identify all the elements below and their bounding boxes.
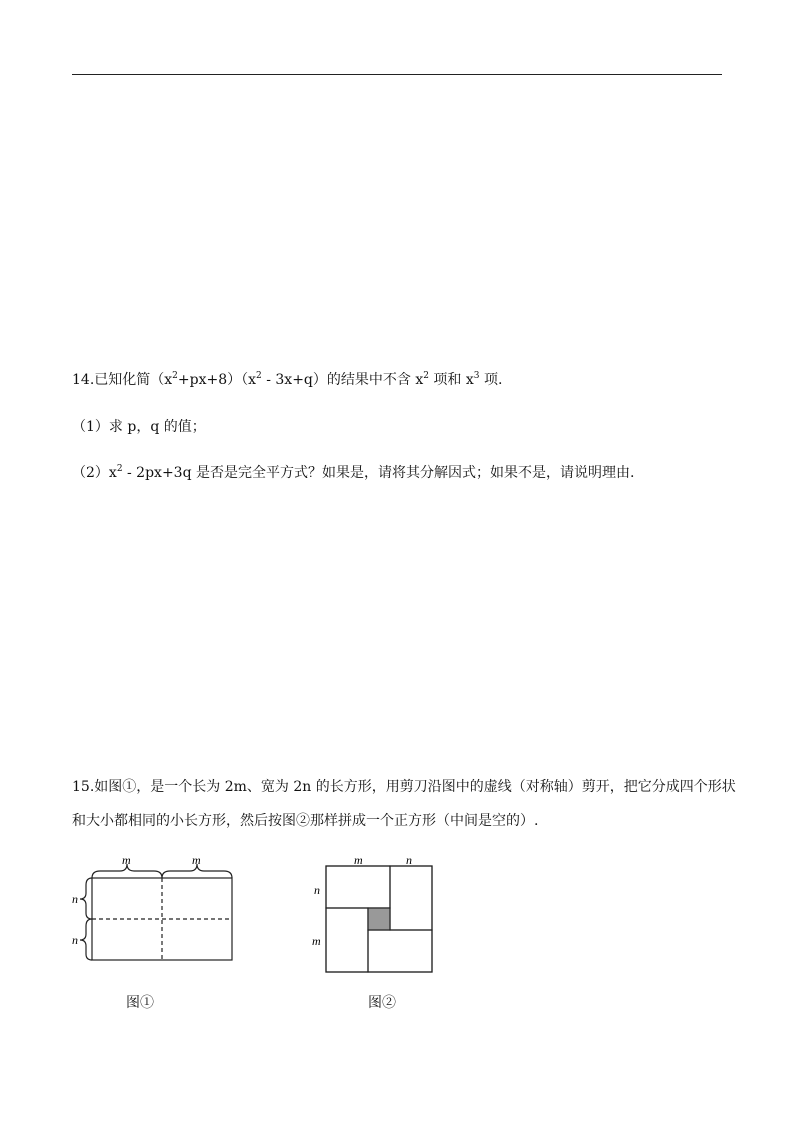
figure-1-caption: 图①: [126, 995, 154, 1011]
label-m-left: m: [312, 934, 321, 948]
small-rectangle-top: [326, 866, 390, 908]
figure-2-square-diagram: [310, 850, 440, 975]
small-rectangle-right: [390, 866, 432, 930]
label-m-top: m: [354, 853, 363, 867]
small-rectangle-left: [326, 908, 368, 972]
label-m-right: m: [192, 853, 201, 867]
label-n-top: n: [72, 892, 78, 906]
figure-2-caption: 图②: [368, 995, 396, 1011]
brace-left-bottom: [80, 919, 92, 960]
label-n-bottom: n: [72, 933, 78, 947]
figure-1-rectangle-diagram: [70, 852, 240, 967]
question-15-line-2: 和大小都相同的小长方形，然后按图②那样拼成一个正方形（中间是空的）.: [72, 813, 539, 829]
question-14-part-1: （1）求 p，q 的值；: [72, 419, 206, 435]
question-15-line-1: 15.如图①，是一个长为 2m、宽为 2n 的长方形，用剪刀沿图中的虚线（对称轴）剪开，把它分成四个形状: [72, 779, 736, 795]
label-m-left: m: [122, 853, 131, 867]
brace-left-top: [80, 878, 92, 919]
label-n-left: n: [314, 883, 320, 897]
header-rule: [72, 74, 722, 75]
label-n-top: n: [406, 853, 412, 867]
small-rectangle-bottom: [368, 930, 432, 972]
center-hole: [368, 908, 390, 930]
question-14-part-2: $(2)x^2 - 2px+3q$ 是否是完全平方式？如果是，请将其分解因式；如果不是，请说明理由.: [72, 464, 635, 481]
question-14-stem: 14.已知化简$(x^2+px+8)(x^2 - 3x+q)$的结果中不含 $x^2$ 项和 $x^3$ 项.: [72, 371, 503, 388]
